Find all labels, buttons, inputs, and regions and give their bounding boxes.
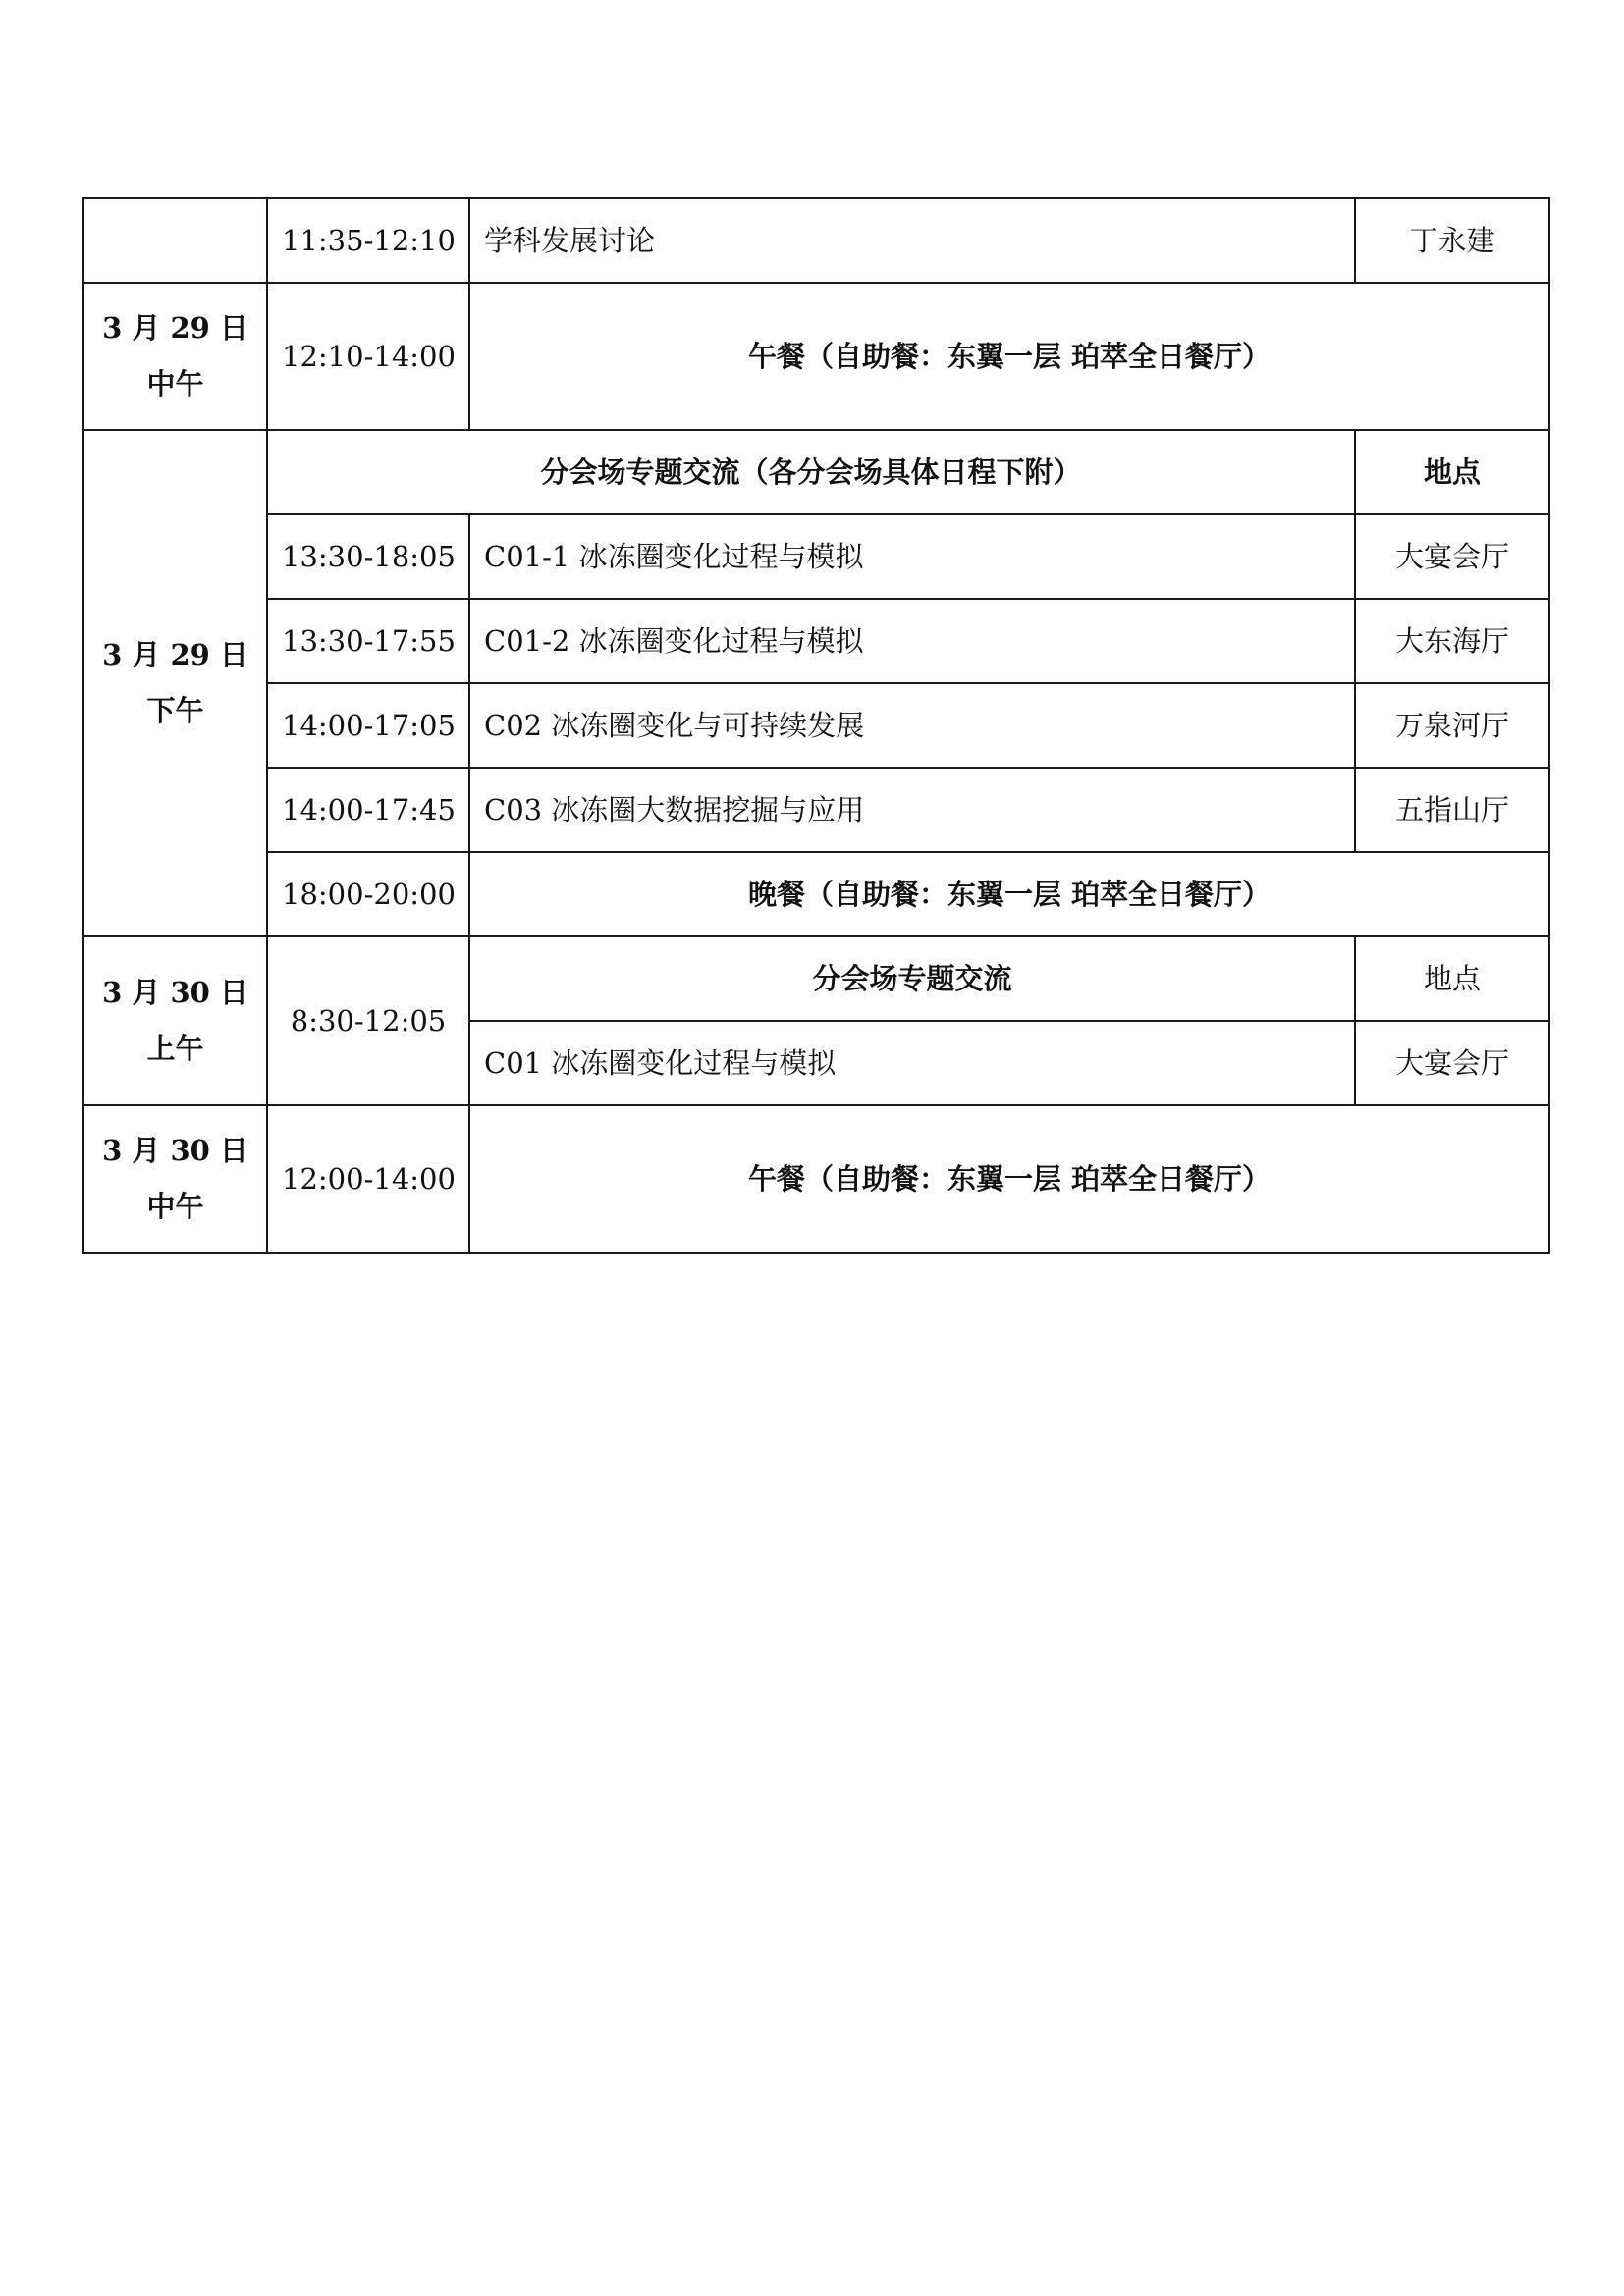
place-header: 地点	[1355, 430, 1549, 514]
date-label: 3 月 29 日	[102, 638, 248, 672]
schedule-table	[82, 197, 1550, 1254]
date-cell	[83, 283, 267, 430]
event-cell: C02 冰冻圈变化与可持续发展	[469, 683, 1355, 768]
place-cell: 五指山厅	[1355, 768, 1549, 852]
date-label: 3 月 30 日	[102, 1134, 248, 1168]
time-cell: 14:00-17:45	[267, 768, 469, 852]
time-cell: 18:00-20:00	[267, 852, 469, 936]
table-row	[83, 514, 1549, 599]
session-header: 分会场专题交流	[469, 936, 1355, 1021]
period-label: 中午	[146, 367, 204, 400]
table-row	[83, 283, 1549, 430]
event-cell: C01 冰冻圈变化过程与模拟	[469, 1021, 1355, 1105]
time-cell: 13:30-18:05	[267, 514, 469, 599]
date-cell	[83, 936, 267, 1105]
date-cell	[83, 430, 267, 936]
date-cell	[83, 198, 267, 283]
event-cell: 学科发展讨论	[469, 198, 1355, 283]
period-label: 上午	[146, 1032, 204, 1065]
table-row	[83, 1105, 1549, 1253]
time-cell: 12:10-14:00	[267, 283, 469, 430]
time-cell: 11:35-12:10	[267, 198, 469, 283]
place-cell: 大东海厅	[1355, 599, 1549, 683]
period-label: 中午	[146, 1190, 204, 1223]
table-row	[83, 599, 1549, 683]
period-label: 下午	[146, 694, 204, 727]
table-row	[83, 198, 1549, 283]
place-cell: 大宴会厅	[1355, 1021, 1549, 1105]
time-cell: 14:00-17:05	[267, 683, 469, 768]
table-row	[83, 852, 1549, 936]
place-header: 地点	[1355, 936, 1549, 1021]
event-cell: C03 冰冻圈大数据挖掘与应用	[469, 768, 1355, 852]
date-cell	[83, 1105, 267, 1253]
time-cell: 8:30-12:05	[267, 936, 469, 1105]
time-cell: 13:30-17:55	[267, 599, 469, 683]
event-cell: C01-1 冰冻圈变化过程与模拟	[469, 514, 1355, 599]
meal-cell: 晚餐（自助餐：东翼一层 珀萃全日餐厅）	[469, 852, 1549, 936]
time-cell: 12:00-14:00	[267, 1105, 469, 1253]
table-row	[83, 683, 1549, 768]
meal-cell: 午餐（自助餐：东翼一层 珀萃全日餐厅）	[469, 283, 1549, 430]
session-header: 分会场专题交流（各分会场具体日程下附）	[267, 430, 1355, 514]
table-row	[83, 936, 1549, 1021]
meal-cell: 午餐（自助餐：东翼一层 珀萃全日餐厅）	[469, 1105, 1549, 1253]
date-label: 3 月 30 日	[102, 976, 248, 1010]
table-row	[83, 430, 1549, 514]
date-label: 3 月 29 日	[102, 311, 248, 346]
table-row	[83, 768, 1549, 852]
place-cell: 丁永建	[1355, 198, 1549, 283]
place-cell: 万泉河厅	[1355, 683, 1549, 768]
event-cell: C01-2 冰冻圈变化过程与模拟	[469, 599, 1355, 683]
place-cell: 大宴会厅	[1355, 514, 1549, 599]
